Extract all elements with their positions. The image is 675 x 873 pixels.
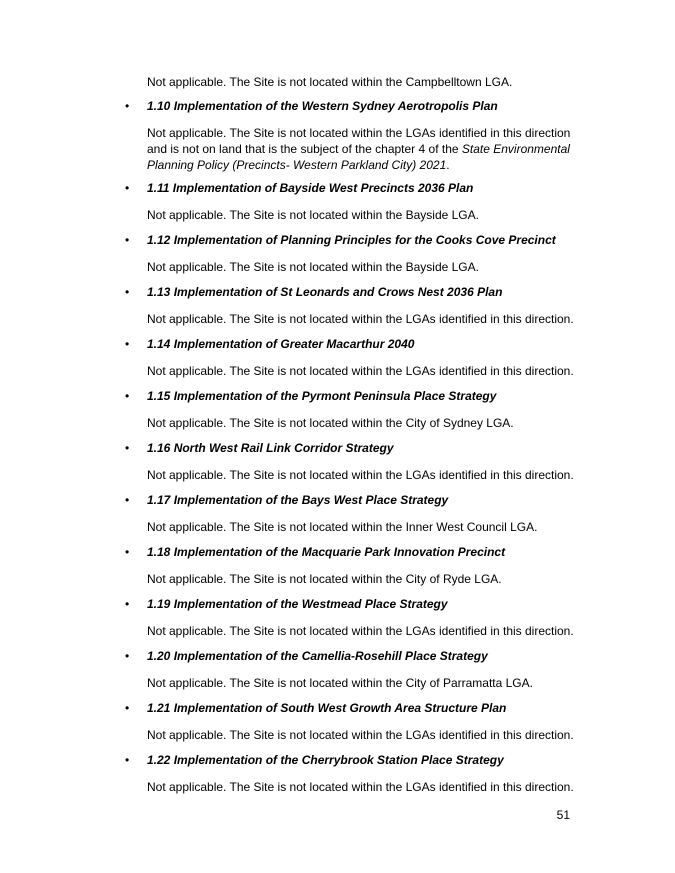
list-item — [125, 492, 575, 508]
section-paragraph: Not applicable. The Site is not located within the Bayside LGA. — [147, 208, 479, 222]
list-item — [125, 98, 575, 114]
section-paragraph: Not applicable. The Site is not located within the City of Ryde LGA. — [147, 572, 502, 586]
policy-title: State Environmental Planning Policy (Precincts- Western Parkland City) 2021 — [147, 142, 570, 172]
section-paragraph: Not applicable. The Site is not located within the Bayside LGA. — [147, 260, 479, 274]
paragraph-text: Not applicable. The Site is not located within the LGAs identified in this direction and is not on land that is the subject of the chapter 4 of the — [147, 126, 571, 156]
section-paragraph: Not applicable. The Site is not located within the LGAs identified in this direction. — [147, 624, 574, 638]
list-item — [125, 180, 575, 196]
section-heading: 1.22 Implementation of the Cherrybrook Station Place Strategy — [147, 753, 504, 767]
bullet-icon: • — [125, 285, 130, 299]
bullet-icon: • — [125, 649, 130, 663]
bullet-icon: • — [125, 753, 130, 767]
bullet-icon: • — [125, 701, 130, 715]
section-heading: 1.19 Implementation of the Westmead Place Strategy — [147, 597, 448, 611]
section-heading: 1.20 Implementation of the Camellia-Rosehill Place Strategy — [147, 649, 488, 663]
list-item — [125, 388, 575, 404]
section-heading: 1.16 North West Rail Link Corridor Strategy — [147, 441, 394, 455]
page-number: 51 — [556, 808, 570, 822]
bullet-icon: • — [125, 99, 130, 113]
section-paragraph: Not applicable. The Site is not located within the LGAs identified in this direction. — [147, 728, 574, 742]
list-item — [125, 596, 575, 612]
section-heading: 1.12 Implementation of Planning Principles for the Cooks Cove Precinct — [147, 233, 556, 247]
bullet-icon: • — [125, 337, 130, 351]
paragraph-end: . — [446, 158, 450, 172]
bullet-icon: • — [125, 597, 130, 611]
intro-paragraph: Not applicable. The Site is not located within the Campbelltown LGA. — [147, 75, 513, 89]
bullet-icon: • — [125, 233, 130, 247]
section-heading: 1.17 Implementation of the Bays West Place Strategy — [147, 493, 449, 507]
bullet-icon: • — [125, 441, 130, 455]
section-heading: 1.11 Implementation of Bayside West Precincts 2036 Plan — [147, 181, 474, 195]
section-paragraph: Not applicable. The Site is not located within the LGAs identified in this direction. — [147, 312, 574, 326]
list-item — [125, 336, 575, 352]
list-item — [125, 440, 575, 456]
bullet-icon: • — [125, 493, 130, 507]
bullet-icon: • — [125, 389, 130, 403]
section-paragraph: Not applicable. The Site is not located within the LGAs identified in this direction. — [147, 364, 574, 378]
section-paragraph: Not applicable. The Site is not located within the Inner West Council LGA. — [147, 520, 538, 534]
list-item — [125, 232, 575, 248]
list-item — [125, 648, 575, 664]
section-paragraph — [147, 125, 577, 173]
section-heading: 1.21 Implementation of South West Growth Area Structure Plan — [147, 701, 507, 715]
list-item — [125, 544, 575, 560]
section-paragraph: Not applicable. The Site is not located within the City of Parramatta LGA. — [147, 676, 533, 690]
section-heading: 1.10 Implementation of the Western Sydney Aerotropolis Plan — [147, 99, 498, 113]
section-paragraph: Not applicable. The Site is not located within the LGAs identified in this direction. — [147, 468, 574, 482]
section-paragraph: Not applicable. The Site is not located within the LGAs identified in this direction. — [147, 780, 574, 794]
section-heading: 1.13 Implementation of St Leonards and Crows Nest 2036 Plan — [147, 285, 503, 299]
list-item — [125, 752, 575, 768]
section-heading: 1.14 Implementation of Greater Macarthur 2040 — [147, 337, 415, 351]
section-heading: 1.18 Implementation of the Macquarie Park Innovation Precinct — [147, 545, 506, 559]
list-item — [125, 700, 575, 716]
section-heading: 1.15 Implementation of the Pyrmont Peninsula Place Strategy — [147, 389, 497, 403]
bullet-icon: • — [125, 545, 130, 559]
list-item — [125, 284, 575, 300]
section-paragraph: Not applicable. The Site is not located within the City of Sydney LGA. — [147, 416, 514, 430]
bullet-icon: • — [125, 181, 130, 195]
